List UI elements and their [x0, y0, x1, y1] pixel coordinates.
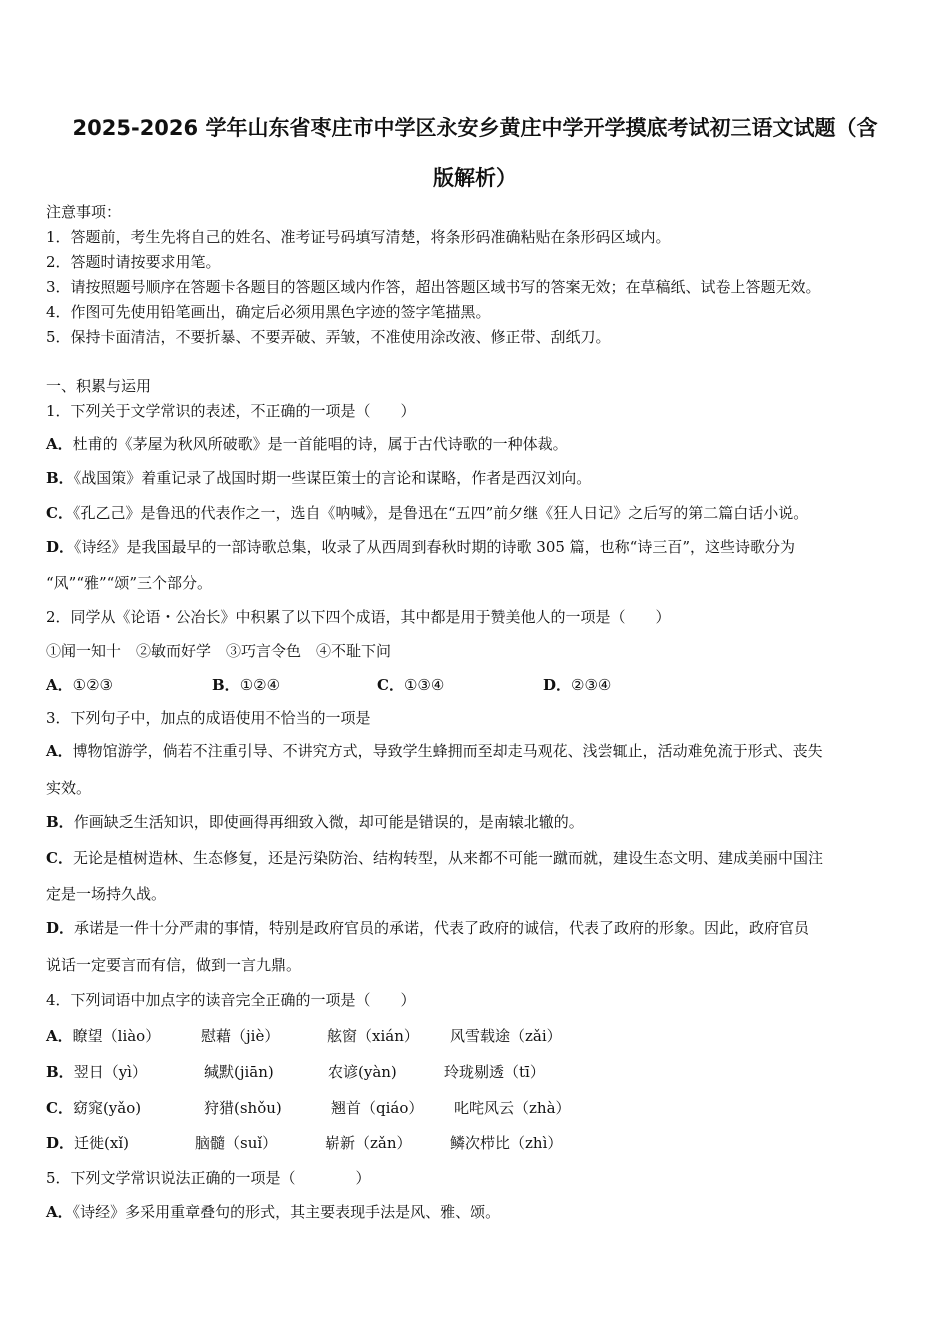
question-4-d-word-3: 崭新（zǎn）	[325, 1134, 412, 1152]
question-2-option-b: B．①②④	[212, 676, 281, 694]
question-3-option-d-cont: 说话一定要言而有信，做到一言九鼎。	[46, 956, 302, 974]
question-4-d-word-4: 鳞次栉比（zhì）	[450, 1134, 563, 1152]
question-4-d-word-2: 脑髓（suǐ）	[195, 1134, 278, 1152]
question-4-d-word-1: D．迁徙(xǐ)	[46, 1134, 129, 1152]
notice-item-4: 4．作图可先使用铅笔画出，确定后必须用黑色字迹的签字笔描黑。	[46, 303, 491, 321]
question-4-b-word-2: 缄默(jiān)	[204, 1063, 274, 1081]
question-4-c-word-3: 翘首（qiáo）	[331, 1099, 424, 1117]
notice-item-5: 5．保持卡面清洁，不要折暴、不要弄破、弄皱，不准使用涂改液、修正带、刮纸刀。	[46, 328, 611, 346]
question-4-a-word-4: 风雪载途（zǎi）	[450, 1027, 562, 1045]
question-1-option-b: B．《战国策》着重记录了战国时期一些谋臣策士的言论和谋略，作者是西汉刘向。	[46, 469, 592, 487]
question-4-b-word-4: 玲珑剔透（tī）	[444, 1063, 545, 1081]
question-1-option-d-cont: “风”“雅”“颂”三个部分。	[46, 574, 213, 592]
notice-item-3: 3．请按照题号顺序在答题卡各题目的答题区域内作答，超出答题区域书写的答案无效；在草稿纸、试卷上答题无效。	[46, 278, 821, 296]
question-1-option-c: C．《孔乙己》是鲁迅的代表作之一，选自《呐喊》，是鲁迅在“五四”前夕继《狂人日记》之后写的第二篇白话小说。	[46, 504, 809, 522]
question-1-stem: 1．下列关于文学常识的表述，不正确的一项是（ ）	[46, 402, 416, 420]
question-4-a-word-3: 舷窗（xián）	[327, 1027, 419, 1045]
question-3-option-a: A．博物馆游学，倘若不注重引导、不讲究方式，导致学生蜂拥而至却走马观花、浅尝辄止，活动难免流于形式、丧失	[46, 742, 823, 760]
question-5-option-a: A．《诗经》多采用重章叠句的形式，其主要表现手法是风、雅、颂。	[46, 1203, 501, 1221]
exam-title-line2: 版解析）	[433, 166, 517, 190]
question-1-option-a: A．杜甫的《茅屋为秋风所破歌》是一首能唱的诗，属于古代诗歌的一种体裁。	[46, 435, 568, 453]
question-4-stem: 4．下列词语中加点字的读音完全正确的一项是（ ）	[46, 991, 416, 1009]
question-3-stem: 3．下列句子中，加点的成语使用不恰当的一项是	[46, 709, 371, 727]
question-2-stem: 2．同学从《论语・公冶长》中积累了以下四个成语，其中都是用于赞美他人的一项是（ ）	[46, 608, 671, 626]
question-4-c-word-1: C．窈窕(yǎo)	[46, 1099, 142, 1117]
section-heading: 一、积累与运用	[46, 377, 152, 395]
question-4-b-word-1: B．翌日（yì）	[46, 1063, 147, 1081]
question-4-b-word-3: 农谚(yàn)	[328, 1063, 397, 1081]
exam-title-line1: 2025-2026 学年山东省枣庄市中学区永安乡黄庄中学开学摸底考试初三语文试题（含	[72, 116, 878, 140]
question-2-items: ①闻一知十 ②敏而好学 ③巧言令色 ④不耻下问	[46, 642, 392, 660]
notice-heading: 注意事项：	[46, 203, 122, 221]
question-5-stem: 5．下列文学常识说法正确的一项是（ ）	[46, 1169, 371, 1187]
question-2-option-a: A．①②③	[46, 676, 113, 694]
question-3-option-a-cont: 实效。	[46, 779, 92, 797]
question-4-c-word-2: 狩猎(shǒu)	[204, 1099, 282, 1117]
question-2-option-c: C．①③④	[377, 676, 445, 694]
notice-item-2: 2．答题时请按要求用笔。	[46, 253, 221, 271]
question-4-a-word-2: 慰藉（jiè）	[201, 1027, 280, 1045]
question-3-option-b: B．作画缺乏生活知识，即使画得再细致入微，却可能是错误的，是南辕北辙的。	[46, 813, 584, 831]
question-4-a-word-1: A．瞭望（liào）	[46, 1027, 161, 1045]
question-2-option-d: D．②③④	[543, 676, 612, 694]
notice-item-1: 1．答题前，考生先将自己的姓名、准考证号码填写清楚，将条形码准确粘贴在条形码区域内。	[46, 228, 671, 246]
question-3-option-c-cont: 定是一场持久战。	[46, 885, 167, 903]
question-1-option-d: D．《诗经》是我国最早的一部诗歌总集，收录了从西周到春秋时期的诗歌 305 篇，也称“诗三百”，这些诗歌分为	[46, 538, 796, 556]
question-4-c-word-4: 叱咤风云（zhà）	[454, 1099, 571, 1117]
question-3-option-c: C．无论是植树造林、生态修复，还是污染防治、结构转型，从来都不可能一蹴而就，建设生态文明、建成美丽中国注	[46, 849, 823, 867]
question-3-option-d: D．承诺是一件十分严肃的事情，特别是政府官员的承诺，代表了政府的诚信，代表了政府的形象。因此，政府官员	[46, 919, 810, 937]
